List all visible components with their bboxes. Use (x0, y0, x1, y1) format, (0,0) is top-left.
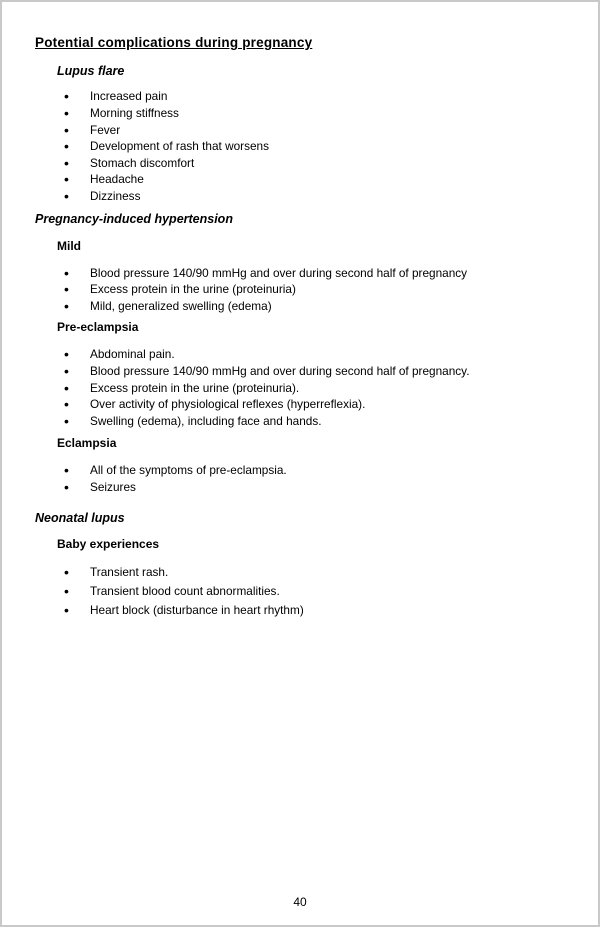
list-item: • All of the symptoms of pre-eclampsia. (57, 462, 598, 479)
list-item: • Over activity of physiological reflexes (hyperreflexia). (57, 396, 598, 413)
mild-bullet-list (2, 265, 598, 315)
list-item: • Seizures (57, 479, 598, 496)
section-heading-neonatal-lupus: Neonatal lupus (35, 511, 125, 526)
subsection-heading-pre-eclampsia: Pre-eclampsia (57, 320, 139, 335)
page-title: Potential complications during pregnancy (35, 35, 313, 50)
list-item: • Blood pressure 140/90 mmHg and over during second half of pregnancy. (57, 363, 598, 380)
list-item: • Development of rash that worsens (57, 138, 598, 155)
list-item: • Morning stiffness (57, 105, 598, 122)
subsection-heading-baby-experiences: Baby experiences (57, 537, 160, 552)
subsection-heading-eclampsia: Eclampsia (57, 436, 117, 451)
lupus-flare-bullet-list (2, 88, 598, 204)
baby-experiences-bullet-list (2, 563, 598, 620)
list-item: • Excess protein in the urine (proteinuria) (57, 281, 598, 298)
list-item: • Transient rash. (57, 563, 598, 582)
list-item: • Headache (57, 171, 598, 188)
list-item: • Excess protein in the urine (proteinuria). (57, 380, 598, 397)
list-item: • Heart block (disturbance in heart rhythm) (57, 601, 598, 620)
list-item: • Abdominal pain. (57, 346, 598, 363)
eclampsia-bullet-list (2, 462, 598, 495)
list-item: • Transient blood count abnormalities. (57, 582, 598, 601)
list-item: • Mild, generalized swelling (edema) (57, 298, 598, 315)
list-item: • Fever (57, 122, 598, 139)
list-item: • Swelling (edema), including face and hands. (57, 413, 598, 430)
list-item: • Increased pain (57, 88, 598, 105)
section-heading-lupus-flare: Lupus flare (57, 64, 125, 78)
list-item: • Stomach discomfort (57, 155, 598, 172)
page-number: 40 (293, 895, 307, 909)
pre-eclampsia-bullet-list (2, 346, 598, 429)
list-item: • Blood pressure 140/90 mmHg and over during second half of pregnancy (57, 265, 598, 282)
subsection-heading-mild: Mild (57, 238, 81, 253)
section-heading-pregnancy-induced-hypertension: Pregnancy-induced hypertension (35, 211, 233, 226)
list-item: • Dizziness (57, 188, 598, 205)
